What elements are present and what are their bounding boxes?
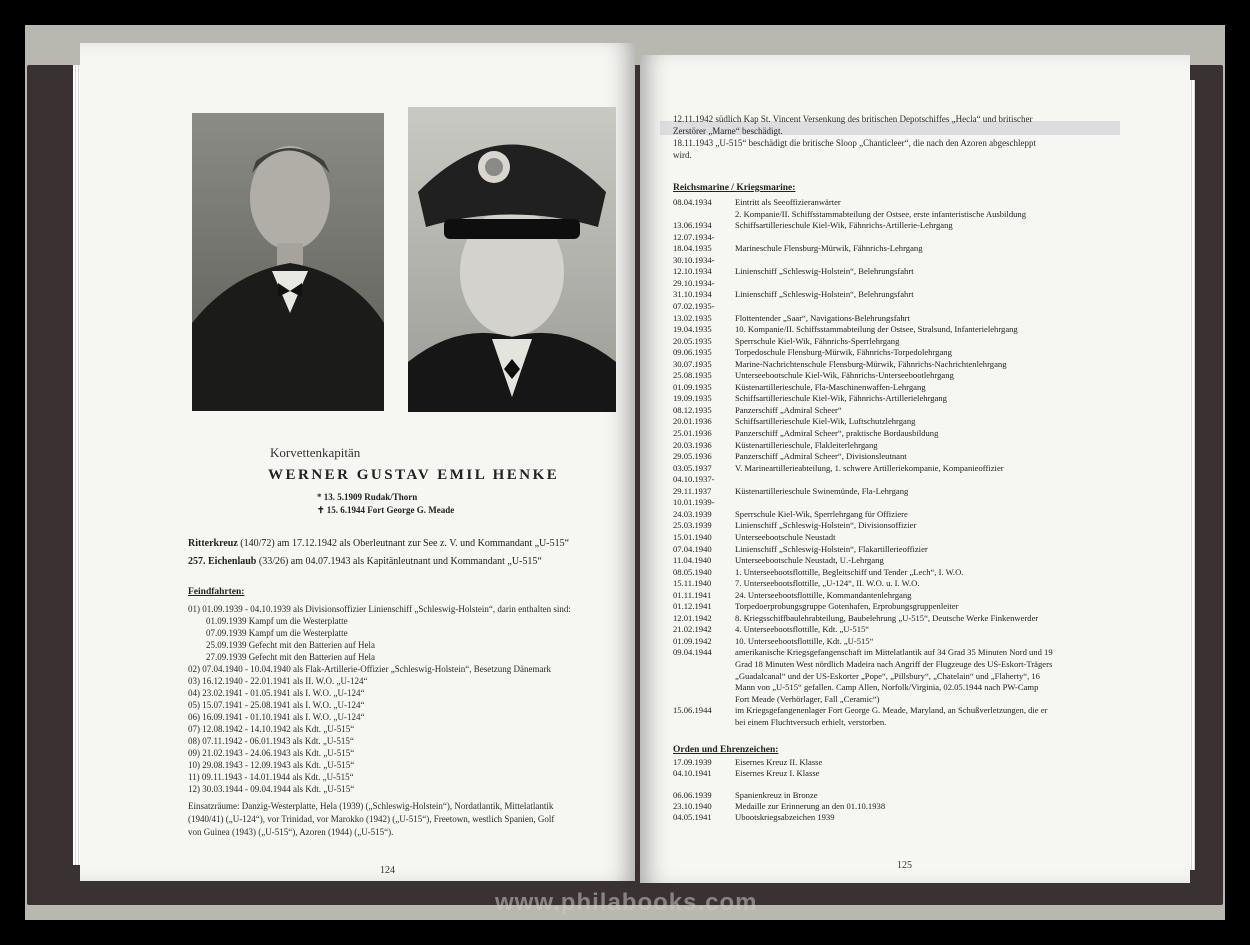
entry-text: Eisernes Kreuz I. Klasse [735,768,820,778]
career-entry [673,636,873,647]
career-entry [673,266,914,277]
patrol-line: 05) 15.07.1941 - 25.08.1941 als I. W.O. „U-124“ [188,700,365,710]
entry-text: Panzerschiff „Admiral Scheer“, praktische Bordausbildung [735,428,939,438]
entry-date: 20.03.1936 [673,439,712,450]
entry-date: 30.07.1935 [673,358,712,369]
entry-date: 29.10.1934- [673,277,715,288]
career-entry [673,694,880,705]
career-entry [673,682,1038,693]
career-entry [673,671,1040,682]
person-name: WERNER GUSTAV EMIL HENKE [268,467,560,483]
career-entry [673,405,842,416]
entry-date: 08.05.1940 [673,566,712,577]
entry-date: 19.09.1935 [673,393,712,404]
career-entry [673,255,735,266]
entry-date: 31.10.1934 [673,289,712,300]
career-heading: Reichsmarine / Kriegsmarine: [673,183,796,193]
entry-date: 03.05.1937 [673,462,712,473]
career-entry [673,209,1026,220]
career-entry [673,705,1047,716]
entry-text: Ubootskriegsabzeichen 1939 [735,812,835,822]
entry-text: Marineschule Flensburg-Mürwik, Fähnrichs-Lehrgang [735,243,923,254]
entry-date: 25.03.1939 [673,520,712,531]
entry-date: 01.09.1935 [673,381,712,392]
patrol-line: 25.09.1939 Gefecht mit den Batterien auf Hela [188,640,375,650]
entry-text: Panzerschiff „Admiral Scheer“ [735,404,842,415]
area-line: Einsatzräume: Danzig-Westerplatte, Hela (1939) („Schleswig-Holstein“), Nordatlantik, Mittelatlantik [188,801,554,811]
patrol-line: 10) 29.08.1943 - 12.09.1943 als Kdt. „U-515“ [188,760,355,770]
entry-text: Grad 18 Minuten West nördlich Madeira nach Angriff der Flugzeuge des US-Eskort-Trägers [735,659,1053,669]
entry-text: 1. Unterseebootsflottille, Begleitschiff und Tender „Lech“, I. W.O. [735,566,964,577]
order-entry [673,790,818,801]
entry-text: Schiffsartillerieschule Kiel-Wik, Luftschutzlehrgang [735,416,916,427]
entry-text: Mann von „U-515“ gefallen. Camp Allen, Norfolk/Virginia, 02.05.1944 nach PW-Camp [735,682,1039,693]
left-page [80,43,635,881]
entry-text: Unterseebootschule Kiel-Wik, Fähnrichs-Unterseebootlehrgang [735,370,954,381]
entry-date: 15.11.1940 [673,578,712,589]
entry-text: 10. Unterseebootsflottille, Kdt. „U-515“ [735,635,874,646]
entry-date: 21.02.1942 [673,624,712,635]
entry-text: Schiffsartillerieschule Kiel-Wik, Fähnrichs-Artillerie-Lehrgang [735,220,953,231]
entry-date: 17.09.1939 [673,757,712,767]
career-entry [673,463,1004,474]
area-line: von Guinea (1943) („U-515“), Azoren (1944) („U-515“). [188,827,394,837]
patrol-line: 01.09.1939 Kampf um die Westerplatte [188,616,348,626]
entry-date: 12.01.1942 [673,612,712,623]
award-label: 257. Eichenlaub [188,556,257,567]
patrol-line: 07.09.1939 Kampf um die Westerplatte [188,628,348,638]
order-entry [673,801,885,812]
entry-text: 2. Kompanie/II. Schiffsstammabteilung der Ostsee, erste infanteristische Ausbildung [735,208,1027,219]
career-entry [673,440,878,451]
entry-text: 7. Unterseebootsflottille, „U-124“, II. W.O. u. I. W.O. [735,578,920,589]
entry-text: Torpedoschule Flensburg-Mürwik, Fähnrichs-Torpedolehrgang [735,347,952,358]
patrol-line: 11) 09.11.1943 - 14.01.1944 als Kdt. „U-515“ [188,772,354,782]
entry-text: Sperrschule Kiel-Wik, Fähnrichs-Sperrlehrgang [735,335,900,346]
entry-date: 01.11.1941 [673,589,712,600]
entry-date: 12.10.1934 [673,266,712,277]
entry-date: 30.10.1934- [673,254,715,265]
entry-text: Linienschiff „Schleswig-Holstein“, Flakartillerieoffizier [735,543,928,554]
career-entry [673,370,954,381]
order-entry [673,779,735,790]
entry-date: 04.10.1937- [673,474,715,485]
career-entry [673,428,938,439]
entry-date: 11.04.1940 [673,555,712,566]
entry-date: 15.06.1944 [673,705,712,716]
rank-heading: Korvettenkapitän [270,445,361,460]
entry-text: Torpedoerprobungsgruppe Gotenhafen, Erprobungsgruppenleiter [735,601,959,612]
career-entry [673,567,963,578]
career-entry [673,717,886,728]
entry-text: Unterseebootschule Neustadt [735,531,836,542]
patrol-line: 12) 30.03.1944 - 09.04.1944 als Kdt. „U-515“ [188,784,355,794]
entry-date: 24.03.1939 [673,508,712,519]
career-entry [673,647,1053,658]
career-entry [673,278,735,289]
career-entry [673,324,1018,335]
entry-text: Linienschiff „Schleswig-Holstein“, Belehrungsfahrt [735,266,914,277]
career-entry [673,486,908,497]
order-entry [673,812,835,823]
intro-line: 18.11.1943 „U-515“ beschädigt die britische Sloop „Chanticleer“, die nach den Azoren abgeschleppt [673,138,1037,148]
patrol-line: 01) 01.09.1939 - 04.10.1939 als Divisionsoffizier Linienschiff „Schleswig-Holstein“, darin enthalten sind: [188,604,571,614]
entry-text: Marine-Nachrichtenschule Flensburg-Mürwik, Fähnrichs-Nachrichtenlehrgang [735,358,1007,369]
career-entry [673,232,735,243]
entry-text: Küstenartillerieschule, Fla-Maschinenwaffen-Lehrgang [735,381,926,392]
career-entry [673,220,953,231]
entry-date: 20.05.1935 [673,335,712,346]
entry-text: Linienschiff „Schleswig-Holstein“, Divisionsoffizier [735,520,917,531]
entry-text: im Kriegsgefangenenlager Fort George G. Meade, Maryland, an Schußverletzungen, die er [735,705,1048,716]
entry-date: 07.04.1940 [673,543,712,554]
entry-text: amerikanische Kriegsgefangenschaft im Mittelatlantik auf 34 Grad 35 Minuten Nord und 19 [735,647,1053,658]
career-entry [673,336,899,347]
entry-text: Eisernes Kreuz II. Klasse [735,757,823,767]
entry-text: Panzerschiff „Admiral Scheer“, Divisionsleutnant [735,451,907,462]
intro-line: 12.11.1942 südlich Kap St. Vincent Versenkung des britischen Depotschiffes „Hecla“ und britischer [673,114,1033,124]
career-entry [673,544,928,555]
career-entry [673,659,1052,670]
entry-text: Unterseebootschule Neustadt, U.-Lehrgang [735,555,884,566]
order-entry [673,757,822,768]
entry-text: Eintritt als Seeoffizieranwärter [735,197,841,207]
portrait-civilian-photo [192,113,384,411]
entry-date: 06.06.1939 [673,790,712,800]
patrol-line: 06) 16.09.1941 - 01.10.1941 als I. W.O. „U-124“ [188,712,365,722]
patrol-line: 09) 21.02.1943 - 24.06.1943 als Kdt. „U-515“ [188,748,355,758]
entry-text: Medaille zur Erinnerung an den 01.10.1938 [735,801,886,811]
portrait-uniform-photo [408,107,616,412]
career-entry [673,532,835,543]
career-entry [673,416,915,427]
entry-text: 10. Kompanie/II. Schiffsstammabteilung der Ostsee, Stralsund, Infanterielehrgang [735,324,1018,335]
award-text: (33/26) am 04.07.1943 als Kapitänleutnant und Kommandant „U-515“ [256,556,542,567]
entry-date: 25.01.1936 [673,428,712,438]
entry-date: 09.06.1935 [673,347,712,358]
entry-date: 13.02.1935 [673,312,712,323]
entry-text: Schiffsartillerieschule Kiel-Wik, Fähnrichs-Artillerielehrgang [735,393,947,404]
career-entry [673,313,910,324]
career-entry [673,555,884,566]
career-entry [673,624,869,635]
entry-date: 08.04.1934 [673,197,712,207]
area-line: (1940/41) („U-124“), vor Trinidad, vor Marokko (1942) („U-515“), Freetown, westlich Spanien, Golf [188,814,555,824]
career-entry [673,359,1007,370]
award-text: (140/72) am 17.12.1942 als Oberleutnant zur See z. V. und Kommandant „U-515“ [237,538,570,549]
entry-text: Fort Meade (Verhörlager, Fall „Ceramic“) [735,693,880,704]
photo-frame [25,25,1225,920]
orders-heading: Orden und Ehrenzeichen: [673,745,779,755]
page-number-right: 125 [897,860,912,871]
patrols-heading: Feindfahrten: [188,587,245,597]
entry-text: Spanienkreuz in Bronze [735,790,818,800]
entry-text: V. Marineartillerieabteilung, 1. schwere Artilleriekompanie, Kompanieoffizier [735,462,1004,473]
entry-text: Linienschiff „Schleswig-Holstein“, Belehrungsfahrt [735,289,914,300]
entry-date: 04.10.1941 [673,768,712,778]
award-oak-leaves [188,556,542,567]
entry-date: 09.04.1944 [673,647,712,658]
career-entry [673,613,1038,624]
entry-date: 29.11.1937 [673,485,712,496]
page-number-left: 124 [380,865,395,876]
award-knights-cross [188,538,569,549]
entry-date: 01.12.1941 [673,601,712,612]
entry-date: 12.07.1934- [673,231,715,242]
patrol-line: 07) 12.08.1942 - 14.10.1942 als Kdt. „U-515“ [188,724,355,734]
entry-text: 8. Kriegsschiffbaulehrabteilung, Baubelehrung „U-515“, Deutsche Werke Finkenwerder [735,612,1039,623]
entry-date: 23.10.1940 [673,801,712,811]
entry-date: 13.06.1934 [673,220,712,231]
career-entry [673,578,920,589]
entry-date: 15.01.1940 [673,531,712,542]
career-entry [673,601,958,612]
career-entry [673,393,947,404]
career-entry [673,382,926,393]
award-label: Ritterkreuz [188,538,238,549]
career-entry [673,197,841,208]
watermark: www.philabooks.com [495,889,758,916]
death-date: ✝ 15. 6.1944 Fort George G. Meade [317,505,455,515]
career-entry [673,451,907,462]
entry-date: 10.01.1939- [673,497,715,508]
entry-date: 29.05.1936 [673,451,712,462]
entry-date: 04.05.1941 [673,812,712,822]
career-entry [673,474,735,485]
patrol-line: 03) 16.12.1940 - 22.01.1941 als II. W.O. „U-124“ [188,676,368,686]
entry-text: Küstenartillerieschule Swinemünde, Fla-Lehrgang [735,485,909,496]
intro-line: wird. [673,150,692,160]
patrol-line: 08) 07.11.1942 - 06.01.1943 als Kdt. „U-515“ [188,736,354,746]
entry-text: 4. Unterseebootsflottille, Kdt. „U-515“ [735,624,870,635]
entry-text: Sperrschule Kiel-Wik, Sperrlehrgang für Offiziere [735,508,908,519]
entry-text: „Guadalcanal“ und der US-Eskorter „Pope“, „Pillsbury“, „Chatelain“ und „Flaherty“, 16 [735,670,1040,681]
career-entry [673,497,735,508]
entry-date: 25.08.1935 [673,370,712,381]
entry-text: bei einem Fluchtversuch erhielt, verstorben. [735,716,887,727]
entry-date: 19.04.1935 [673,324,712,335]
career-entry [673,289,914,300]
entry-text: Flottentender „Saar“, Navigations-Belehrungsfahrt [735,312,910,323]
entry-date: 18.04.1935 [673,243,712,254]
entry-date: 01.09.1942 [673,635,712,646]
patrol-line: 02) 07.04.1940 - 10.04.1940 als Flak-Artillerie-Offizier „Schleswig-Holstein“, Besetzung Dänemark [188,664,551,674]
career-entry [673,243,923,254]
entry-text: Küstenartillerieschule, Flakleiterlehrgang [735,439,878,450]
order-entry [673,768,819,779]
entry-date: 08.12.1935 [673,404,712,415]
entry-text: 24. Unterseebootsflottille, Kommandantenlehrgang [735,589,912,600]
entry-date: 20.01.1936 [673,416,712,427]
career-entry [673,509,908,520]
life-dates [317,491,454,517]
career-entry [673,590,911,601]
entry-date: 07.02.1935- [673,300,715,311]
career-entry [673,301,735,312]
birth-date: * 13. 5.1909 Rudak/Thorn [317,492,418,502]
patrol-line: 27.09.1939 Gefecht mit den Batterien auf Hela [188,652,375,662]
career-entry [673,520,916,531]
career-entry [673,347,952,358]
right-page [640,55,1190,883]
intro-line: Zerstörer „Marne“ beschädigt. [673,126,783,136]
patrol-line: 04) 23.02.1941 - 01.05.1941 als I. W.O. „U-124“ [188,688,365,698]
